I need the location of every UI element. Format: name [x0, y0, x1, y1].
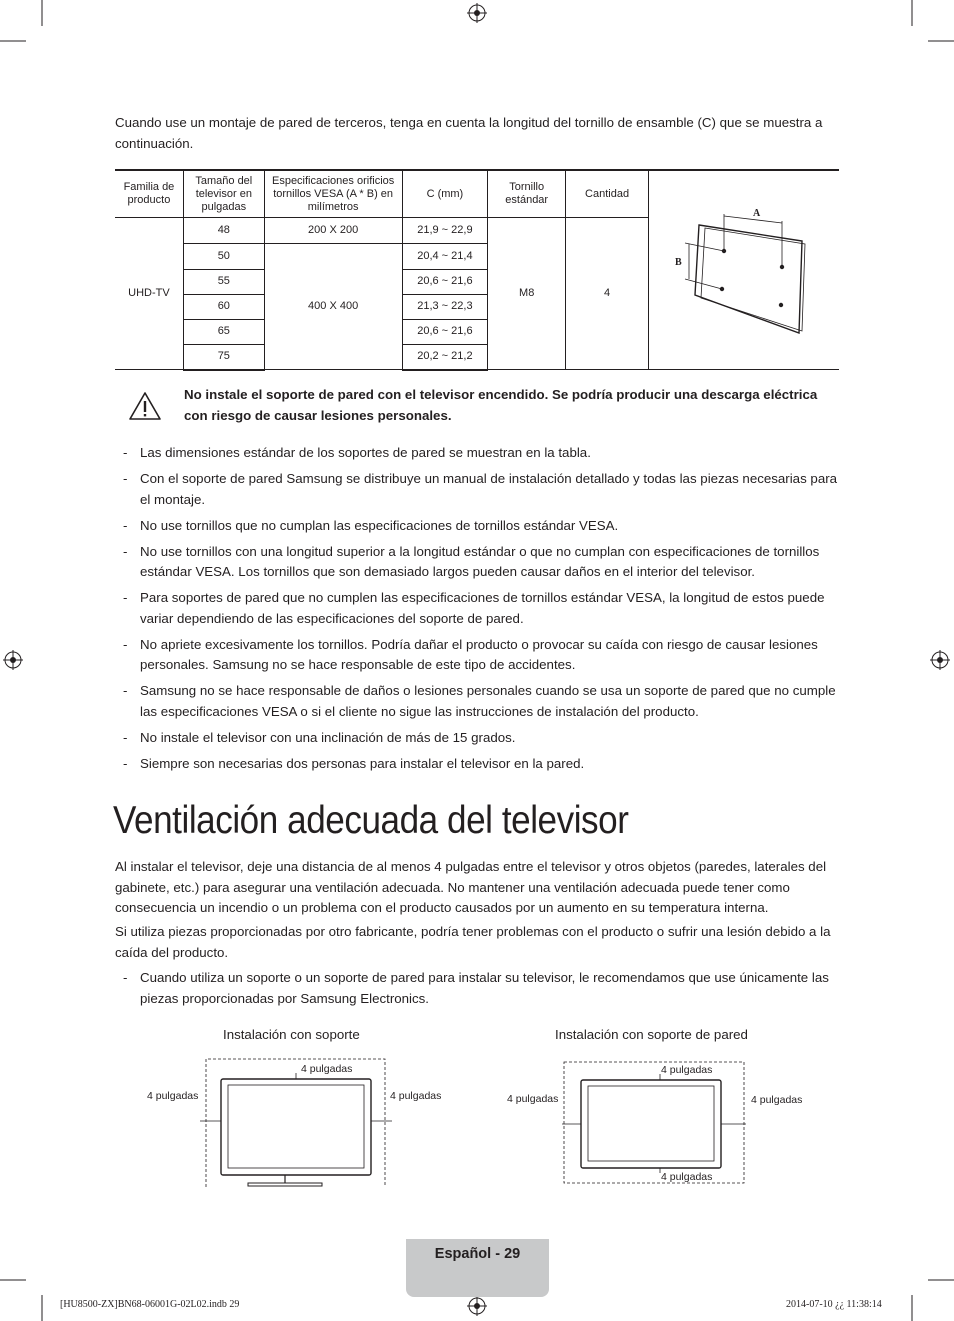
list-item-text: Siempre son necesarias dos personas para instalar el televisor en la pared. [140, 755, 585, 771]
vesa-hole-diagram [649, 171, 839, 365]
cell-c-mm: 21,9 ~ 22,9 [402, 218, 488, 244]
table-header-row [115, 170, 839, 218]
bullet-dash: - [123, 517, 128, 533]
cell-size: 60 [183, 294, 264, 319]
diagram-label-a: A [753, 208, 761, 219]
list-item [115, 516, 839, 537]
list-item [115, 754, 839, 775]
stand-right-clearance: 4 pulgadas [390, 1090, 442, 1102]
list-item [115, 588, 839, 629]
cell-size: 65 [183, 319, 264, 344]
list-item [115, 635, 839, 676]
bullet-dash: - [123, 543, 128, 559]
wall-right-clearance: 4 pulgadas [751, 1094, 803, 1106]
header-c-mm: C (mm) [402, 170, 488, 218]
header-quantity: Cantidad [566, 170, 649, 218]
bullet-dash: - [123, 471, 128, 486]
list-item-text: No instale el televisor con una inclinación de más de 15 grados. [140, 729, 516, 745]
cell-c-mm: 20,2 ~ 21,2 [402, 344, 488, 370]
wall-installation-diagram [500, 1055, 810, 1190]
list-item-text: Con el soporte de pared Samsung se distribuye un manual de instalación detallado y todas las piezas necesarias para el montaje. [140, 471, 838, 507]
cell-family: UHD-TV [115, 218, 183, 370]
list-item-text: No apriete excesivamente los tornillos. Podría dañar el producto o provocar su caída con riesgo de causar lesiones personales. Samsung no se hace responsable de este tipo de accidentes. [140, 636, 818, 672]
list-item-text: Samsung no se hace responsable de daños o lesiones personales cuando se usa un soporte de pared que no cumple las especificaciones VESA o si el cliente no sigue las instrucciones de instalación del producto. [140, 683, 836, 719]
warning-text: No instale el soporte de pared con el televisor encendido. Se podría producir una descarga eléctrica con riesgo de causar lesiones personales. [184, 387, 818, 423]
bullet-dash: - [123, 729, 128, 745]
mount-notes-list [115, 443, 839, 780]
list-item-text: Las dimensiones estándar de los soportes de pared se muestran en la tabla. [140, 445, 591, 460]
header-vesa-spec: Especificaciones orificios tornillos VESA (A * B) en milímetros [264, 170, 402, 218]
bullet-dash: - [123, 590, 128, 605]
ventilation-paragraph: Al instalar el televisor, deje una distancia de al menos 4 pulgadas entre el televisor y otros objetos (paredes, laterales del gabinete, etc.) para asegurar una ventilación adecuada. No mantener una ventilación adecuada puede tener como consecuencia un incendio o un problema con el producto causados por un aumento en su temperatura interna. [115, 859, 827, 915]
bullet-dash: - [123, 683, 128, 698]
wall-left-clearance: 4 pulgadas [507, 1093, 559, 1105]
cell-size: 48 [183, 218, 264, 244]
bullet-dash: - [123, 445, 128, 460]
cell-vesa: 400 X 400 [264, 243, 402, 369]
cell-c-mm: 20,6 ~ 21,6 [402, 269, 488, 294]
list-item [115, 443, 839, 464]
cell-screw: M8 [488, 218, 566, 370]
stand-top-clearance: 4 pulgadas [301, 1063, 353, 1075]
diagram-label-b: B [675, 257, 682, 268]
stand-figure-title: Instalación con soporte [223, 1027, 360, 1042]
ventilation-note-text: Cuando utiliza un soporte o un soporte de pared para instalar su televisor, le recomendamos que use únicamente las piezas proporcionadas por Samsung Electronics. [140, 970, 829, 1006]
footer-file-info: [HU8500-ZX]BN68-06001G-02L02.indb 29 [60, 1299, 240, 1310]
cell-size: 50 [183, 243, 264, 269]
cell-size: 55 [183, 269, 264, 294]
bullet-dash: - [123, 970, 128, 985]
stand-installation-diagram [140, 1055, 400, 1190]
list-item [115, 469, 839, 510]
header-standard-screw: Tornillo estándar [488, 170, 566, 218]
page-number-label: Español - 29 [434, 1246, 521, 1262]
vesa-diagram-cell [649, 170, 840, 370]
cell-quantity: 4 [566, 218, 649, 370]
cell-size: 75 [183, 344, 264, 370]
cell-c-mm: 21,3 ~ 22,3 [402, 294, 488, 319]
list-item [115, 728, 839, 749]
cell-c-mm: 20,4 ~ 21,4 [402, 243, 488, 269]
warning-icon [128, 391, 162, 421]
list-item [115, 681, 839, 722]
bullet-dash: - [123, 636, 128, 652]
header-tv-size: Tamaño del televisor en pulgadas [183, 170, 264, 218]
wall-top-clearance: 4 pulgadas [661, 1064, 713, 1076]
third-party-parts-paragraph: Si utiliza piezas proporcionadas por otro fabricante, podría tener problemas con el producto o sufrir una lesión debido a la caída del producto. [115, 924, 831, 960]
list-item-text: No use tornillos con una longitud superior a la longitud estándar o que no cumplan con especificaciones de tornillos estándar VESA. Los tornillos que son demasiado largos pueden causar daños en el interior del televisor. [140, 543, 820, 579]
cell-vesa: 200 X 200 [264, 218, 402, 244]
wall-mount-spec-table [115, 169, 839, 371]
stand-left-clearance: 4 pulgadas [147, 1090, 199, 1102]
header-product-family: Familia de producto [115, 170, 183, 218]
section-title: Ventilación adecuada del televisor [113, 799, 629, 842]
intro-paragraph: Cuando use un montaje de pared de terceros, tenga en cuenta la longitud del tornillo de ensamble (C) que se muestra a continuación. [115, 115, 823, 151]
wall-figure-title: Instalación con soporte de pared [555, 1027, 748, 1042]
list-item-text: Para soportes de pared que no cumplen las especificaciones de tornillos estándar VESA, la longitud de estos puede variar dependiendo de las especificaciones del soporte de pared. [140, 590, 825, 626]
footer-timestamp: 2014-07-10 ¿¿ 11:38:14 [786, 1299, 882, 1310]
bullet-dash: - [123, 755, 128, 771]
list-item-text: No use tornillos que no cumplan las especificaciones de tornillos estándar VESA. [140, 517, 619, 533]
list-item [115, 542, 839, 583]
wall-bottom-clearance: 4 pulgadas [661, 1171, 713, 1183]
cell-c-mm: 20,6 ~ 21,6 [402, 319, 488, 344]
